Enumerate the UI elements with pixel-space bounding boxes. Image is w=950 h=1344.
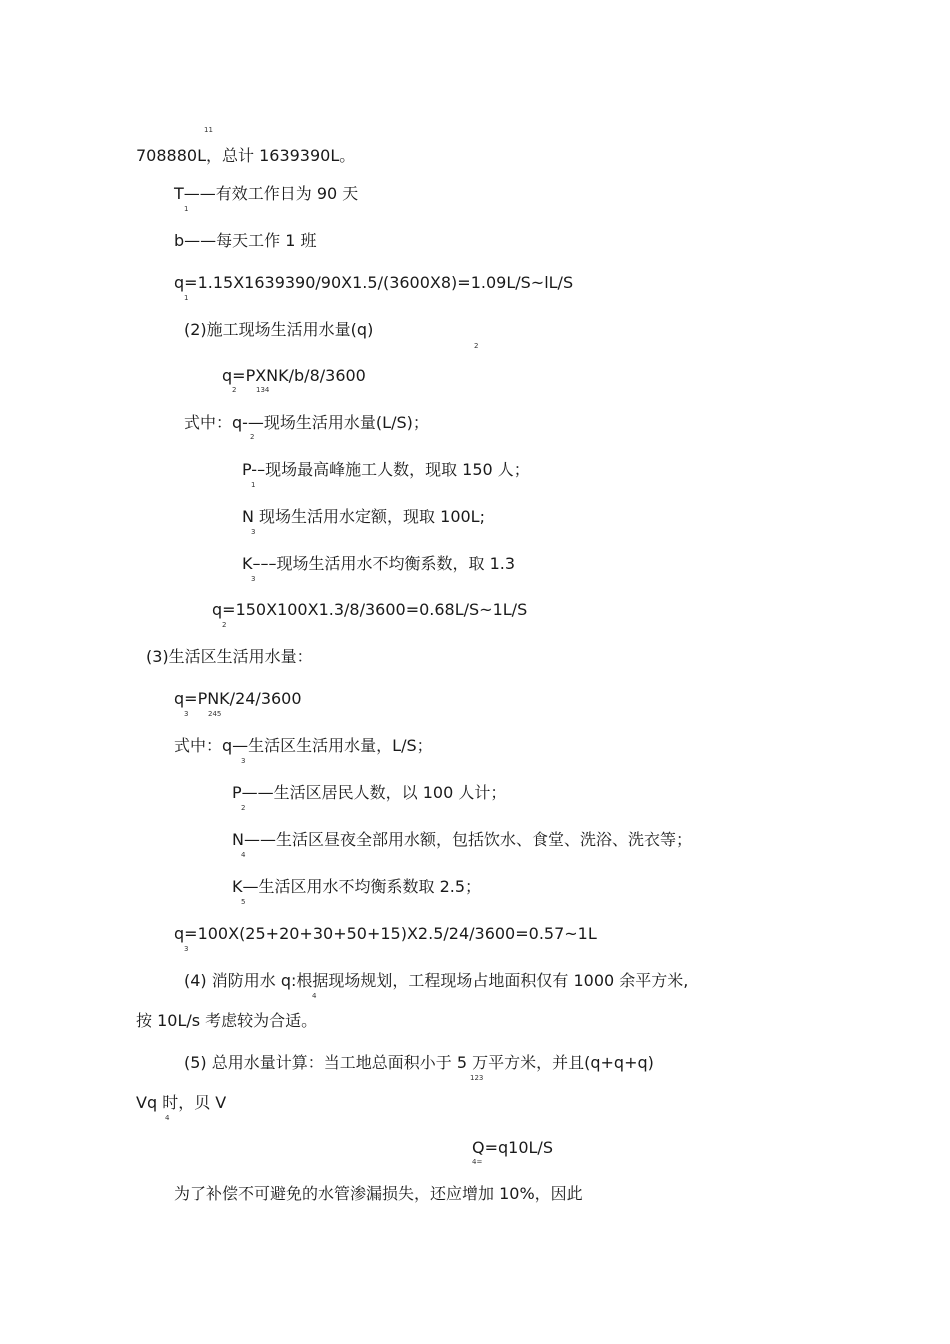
text-line: 式中：q-—现场生活用水量(L/S)； — [184, 413, 429, 432]
formula-line: Q=q10L/S — [472, 1138, 553, 1157]
subscript: 3 — [241, 757, 246, 765]
text-line: P——生活区居民人数，以 100 人计； — [232, 783, 507, 802]
text-line: 708880L，总计 1639390L。 — [136, 146, 356, 165]
subscript: 1 — [184, 294, 189, 302]
text-line: b——每天工作 1 班 — [174, 231, 317, 250]
subscript: 4 — [241, 851, 246, 859]
text-line: N——生活区昼夜全部用水额，包括饮水、食堂、洗浴、洗衣等； — [232, 830, 692, 849]
text-line: 式中：q—生活区生活用水量，L/S； — [174, 736, 433, 755]
subscript: 4 — [165, 1114, 170, 1122]
subscript: 4= — [472, 1158, 483, 1166]
text-line: P-–现场最高峰施工人数，现取 150 人； — [242, 460, 530, 479]
section-heading: (2)施工现场生活用水量(q) — [184, 320, 374, 339]
subscript: 2 — [474, 342, 479, 350]
formula-line: q=PXNK/b/8/3600 — [222, 366, 366, 385]
subscript: 1 — [184, 205, 189, 213]
formula-line: q=150X100X1.3/8/3600=0.68L/S~1L/S — [212, 600, 528, 619]
text-line: N 现场生活用水定额，现取 100L; — [242, 507, 485, 526]
text-line: Vq 时，贝 V — [136, 1093, 227, 1112]
subscript: 3 — [184, 945, 189, 953]
subscript: 123 — [470, 1074, 484, 1082]
subscript: 3 — [184, 710, 189, 718]
formula-line: q=100X(25+20+30+50+15)X2.5/24/3600=0.57~1L — [174, 924, 597, 943]
section-heading: (3)生活区生活用水量： — [146, 647, 313, 666]
subscript: 134 — [256, 386, 270, 394]
subscript: 3 — [251, 575, 256, 583]
text-line: (5) 总用水量计算：当工地总面积小于 5 万平方米，并且(q+q+q) — [184, 1053, 654, 1072]
subscript: 2 — [222, 621, 227, 629]
subscript: 2 — [250, 433, 255, 441]
subscript: 3 — [251, 528, 256, 536]
text-line: T——有效工作日为 90 天 — [174, 184, 359, 203]
subscript: 2 — [232, 386, 237, 394]
formula-line: q=PNK/24/3600 — [174, 689, 302, 708]
text-line: K–––现场生活用水不均衡系数，取 1.3 — [242, 554, 516, 573]
text-line: 为了补偿不可避免的水管渗漏损失，还应增加 10%，因此 — [174, 1184, 583, 1203]
text-line: (4) 消防用水 q:根据现场规划，工程现场占地面积仅有 1000 余平方米, — [184, 971, 689, 990]
superscript: 11 — [204, 126, 213, 134]
formula-line: q=1.15X1639390/90X1.5/(3600X8)=1.09L/S~lL/S — [174, 273, 574, 292]
subscript: 245 — [208, 710, 222, 718]
subscript: 2 — [241, 804, 246, 812]
text-line: K—生活区用水不均衡系数取 2.5； — [232, 877, 482, 896]
subscript: 1 — [251, 481, 256, 489]
subscript: 4 — [312, 992, 317, 1000]
subscript: 5 — [241, 898, 246, 906]
text-line: 按 10L/s 考虑较为合适。 — [136, 1011, 318, 1030]
